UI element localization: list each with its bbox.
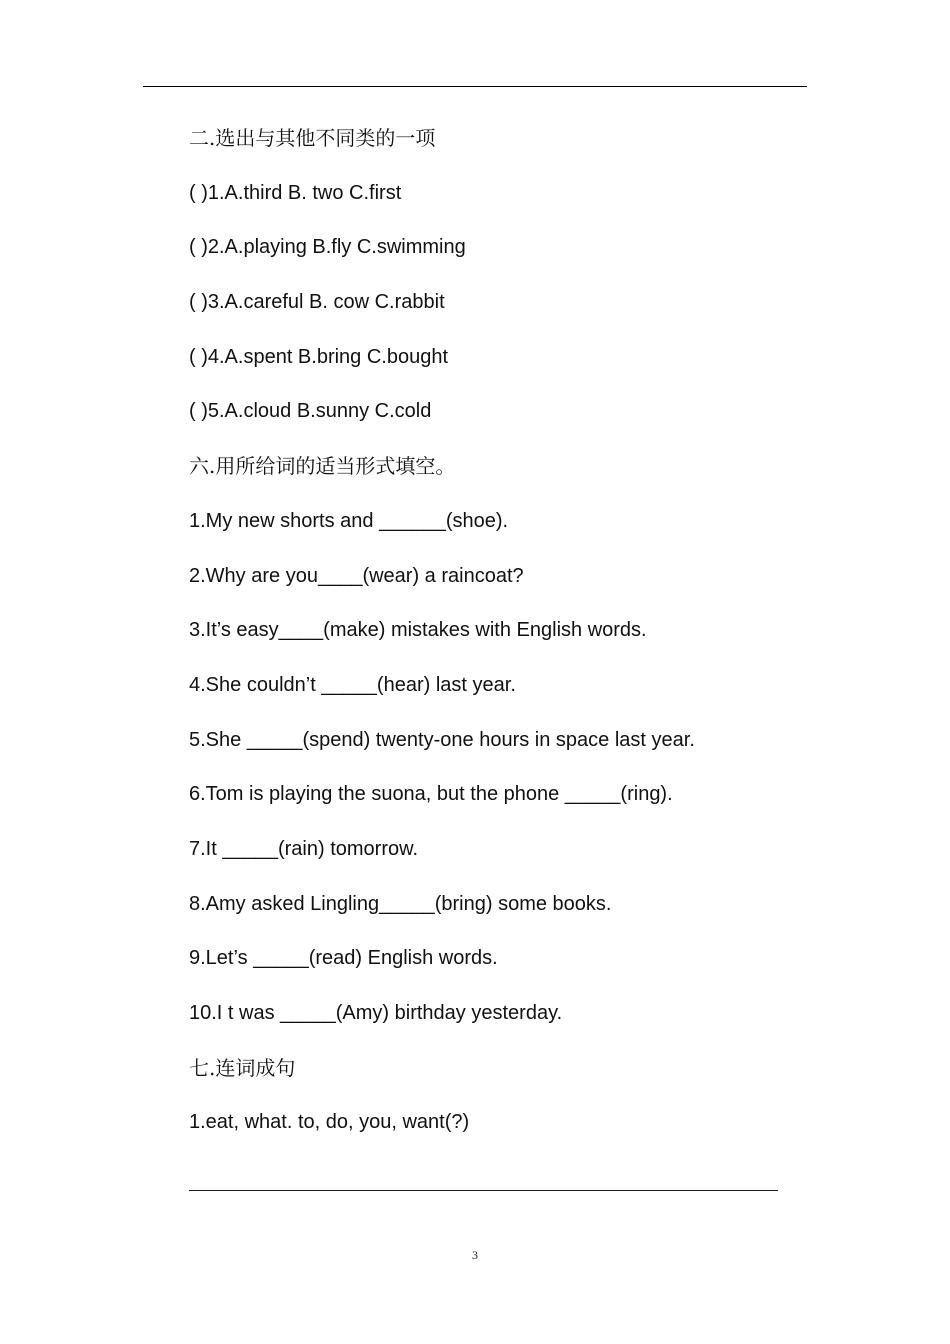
section-heading-7: 七.连词成句 [189,1055,296,1080]
section-heading-2: 二.选出与其他不同类的一项 [189,126,436,150]
question-7-1: 1.eat, what. to, do, you, want(?) [189,1111,470,1134]
answer-blank-line [189,1158,809,1213]
question-2-1: ( )1.A.third B. two C.first [189,181,402,204]
question-6-4: 4.She couldn’t _____(hear) last year. [189,673,516,696]
question-6-10: 10.I t was _____(Amy) birthday yesterday. [189,1002,563,1024]
question-6-7: 7.It _____(rain) tomorrow. [189,837,418,860]
question-6-5: 5.She _____(spend) twenty-one hours in space last year. [189,728,695,751]
section-heading-6: 六.用所给词的适当形式填空。 [189,454,456,479]
question-6-9: 9.Let’s _____(read) English words. [189,947,498,970]
answer-underline [189,1190,778,1191]
question-6-3: 3.It’s easy____(make) mistakes with English words. [189,619,647,642]
question-2-2: ( )2.A.playing B.fly C.swimming [189,236,466,259]
page-number: 3 [472,1248,478,1262]
header-rule [143,86,807,87]
question-6-1: 1.My new shorts and ______(shoe). [189,509,509,532]
question-6-6: 6.Tom is playing the suona, but the phone _____(ring). [189,783,673,806]
question-6-2: 2.Why are you____(wear) a raincoat? [189,564,524,587]
question-2-5: ( )5.A.cloud B.sunny C.cold [189,400,432,423]
question-2-4: ( )4.A.spent B.bring C.bought [189,345,449,368]
document-body [189,119,809,1213]
question-2-3: ( )3.A.careful B. cow C.rabbit [189,291,445,314]
question-6-8: 8.Amy asked Lingling_____(bring) some books. [189,892,612,915]
